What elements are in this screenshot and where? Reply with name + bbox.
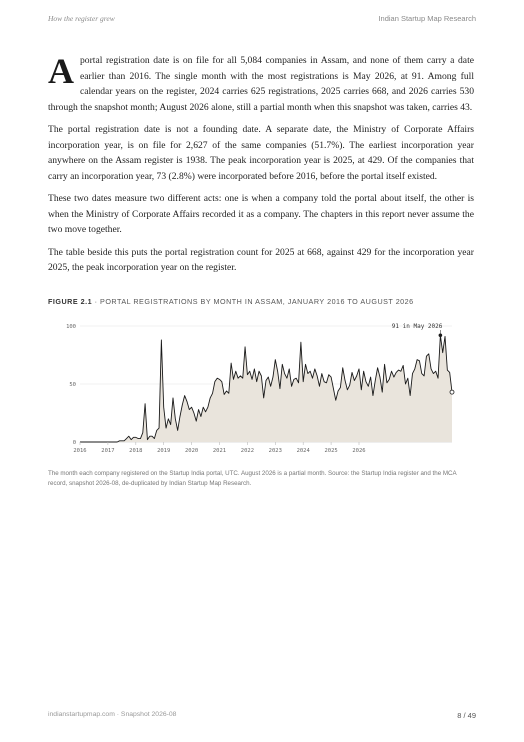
paragraph-3: These two dates measure two different acts: one is when a company told the portal about itself, the other is when the Ministry of Corporate Affairs recorded it as a company. The chapters in this report never assume the two move together.: [48, 193, 474, 235]
page-footer: [48, 711, 476, 723]
body-text: [48, 53, 474, 283]
chart: [48, 314, 474, 464]
x-tick-label: 2017: [101, 448, 115, 454]
x-tick-label: 2019: [157, 448, 171, 454]
y-tick-label: 100: [66, 324, 76, 330]
paragraph-1-text: portal registration date is on file for all 5,084 companies in Assam, and none of them carry a date earlier than 2016. The single month with the most registrations is May 2026, at 91. Among full calendar years on the register, 2024 carries 625 registrations, 2025 carries 668, and 2026 carries 530 through the snapshot month; August 2026 alone, still a partial month when this snapshot was taken, carries 43.: [48, 55, 474, 113]
x-tick-label: 2022: [240, 448, 255, 454]
chart-svg: [48, 314, 474, 464]
series-area: [80, 335, 452, 442]
paragraph-1: [48, 53, 474, 115]
x-tick-label: 2016: [73, 448, 87, 454]
paragraph-2: The portal registration date is not a founding date. A separate date, the Ministry of Corporate Affairs incorporation year, is on file for 2,627 of the same companies (51.7%). The earliest incorporation year anywhere on the Assam register is 1938. The peak incorporation year is 2025, at 429. Of the companies that carry an incorporation year, 73 (2.8%) were incorporated before 2016, before the portal itself existed.: [48, 124, 474, 182]
figure-separator: ·: [92, 297, 101, 306]
paragraph-4: The table beside this puts the portal registration count for 2025 at 668, against 429 for the incorporation year 2025, the peak incorporation year on the register.: [48, 246, 474, 273]
chapter-title: How the register grew: [48, 14, 115, 23]
peak-annotation: 91 in May 2026: [391, 323, 443, 330]
partial-month-point: [450, 390, 454, 394]
x-tick-label: 2023: [268, 448, 282, 454]
drop-cap: A: [48, 51, 74, 91]
figure-label: [48, 297, 474, 306]
y-tick-label: 50: [69, 382, 76, 388]
page-number: 8 / 49: [457, 711, 476, 720]
running-head: [48, 14, 476, 28]
x-tick-label: 2021: [212, 448, 227, 454]
peak-point: [439, 333, 443, 337]
figure-caption: The month each company registered on the Startup India portal, UTC. August 2026 is a partial month. Source: the Startup India register and the MCA record, snapshot 2026-08, de-duplicated by Indian Startup Map Research.: [48, 470, 457, 487]
x-tick-label: 2025: [324, 448, 338, 454]
footer-source: indianstartupmap.com · Snapshot 2026-08: [48, 711, 177, 718]
x-tick-label: 2018: [129, 448, 143, 454]
report-title: Indian Startup Map Research: [378, 14, 476, 23]
x-tick-label: 2020: [184, 448, 199, 454]
x-tick-label: 2026: [352, 448, 366, 454]
figure-number: FIGURE 2.1: [48, 297, 93, 306]
y-tick-label: 0: [72, 440, 76, 446]
x-tick-label: 2024: [296, 448, 310, 454]
figure-title: PORTAL REGISTRATIONS BY MONTH IN ASSAM, JANUARY 2016 TO AUGUST 2026: [100, 297, 414, 306]
